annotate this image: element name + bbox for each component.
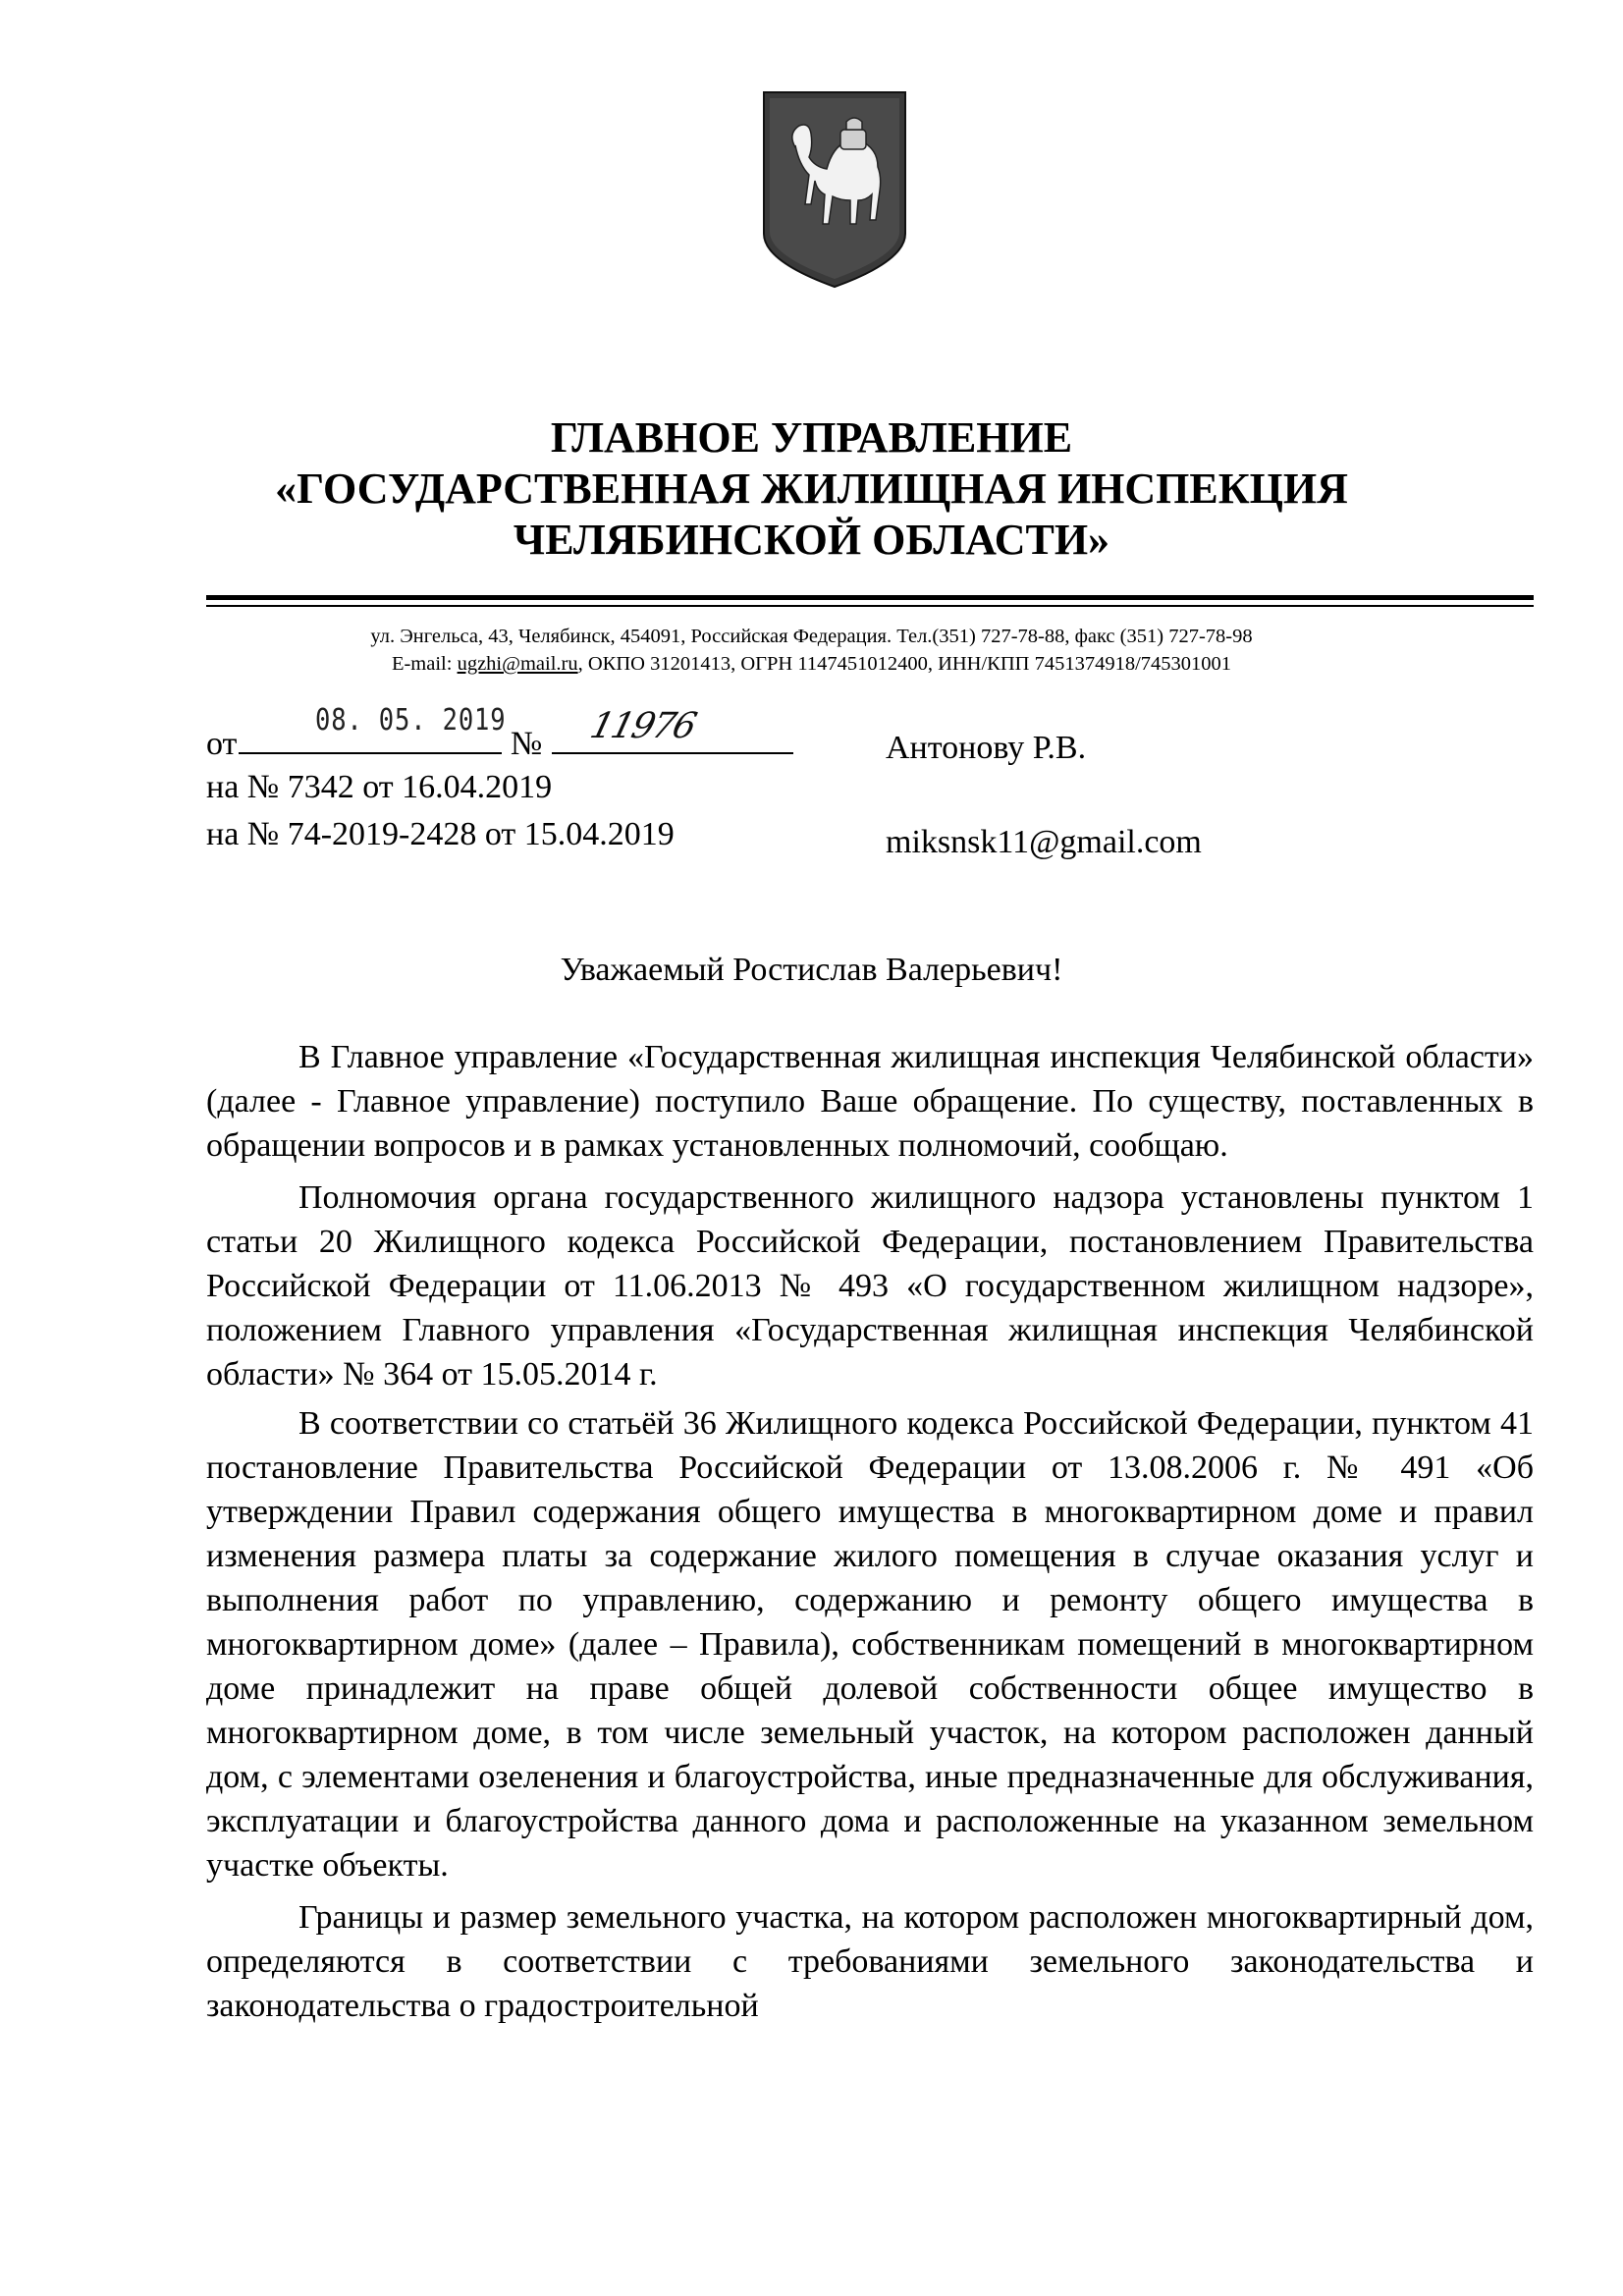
recipient-email: miksnsk11@gmail.com [886, 824, 1202, 860]
header-divider-thick [206, 595, 1534, 600]
header-divider-thin [206, 605, 1534, 607]
salutation: Уважаемый Ростислав Валерьевич! [560, 952, 1063, 988]
number-label: № [510, 726, 543, 762]
reply-reference-1: на № 7342 от 16.04.2019 [206, 769, 553, 805]
title-line-3: ЧЕЛЯБИНСКОЙ ОБЛАСТИ» [513, 516, 1110, 564]
handwritten-number: 11976 [586, 706, 700, 746]
address-line: ул. Энгельса, 43, Челябинск, 454091, Российская Федерация. Тел.(351) 727-78-88, факс (351) 727-78-98 [370, 626, 1253, 647]
registration-line [206, 703, 793, 766]
email-label: E-mail: [391, 653, 458, 675]
number-field [552, 706, 793, 754]
date-stamp: 08. 05. 2019 [315, 703, 507, 738]
from-label: от [206, 726, 238, 762]
title-line-2: «ГОСУДАРСТВЕННАЯ ЖИЛИЩНАЯ ИНСПЕКЦИЯ [275, 465, 1348, 513]
codes-line [0, 650, 1623, 678]
title-line-1: ГЛАВНОЕ УПРАВЛЕНИЕ [550, 413, 1073, 462]
date-field [239, 703, 507, 754]
recipient-name: Антонову Р.В. [886, 730, 1087, 766]
paragraph-1: В Главное управление «Государственная жилищная инспекция Челябинской области» (далее - Главное управление) поступило Ваше обращение. По существу, поставленных в обращении вопросов и в рамках установленных полномочий, сообщаю. [206, 1039, 1534, 1164]
paragraph-4: Границы и размер земельного участка, на котором расположен многоквартирный дом, определяются в соответствии с требованиями земельного законодательства и законодательства о градостроительной [206, 1899, 1534, 2024]
paragraph-3: В соответствии со статьёй 36 Жилищного кодекса Российской Федерации, пунктом 41 постановление Правительства Российской Федерации от 13.08.2006 г. № 491 «Об утверждении Правил содержания общего имущества в многоквартирном доме и правил изменения размера платы за содержание жилого помещения в случае оказания услуг и выполнения работ по управлению, содержанию и ремонту общего имущества в многоквартирном доме» (далее – Правила), собственникам помещений в многоквартирном доме принадлежит на праве общей долевой собственности общее имущество в многоквартирном доме, в том числе земельный участок, на котором расположен данный дом, с элементами озеленения и благоустройства, иные предназначенные для обслуживания, эксплуатации и благоустройства данного дома и расположенные на указанном земельном участке объекты. [206, 1405, 1534, 1884]
paragraph-2: Полномочия органа государственного жилищного надзора установлены пунктом 1 статьи 20 Жилищного кодекса Российской Федерации, постановлением Правительства Российской Федерации от 11.06.2013 № 493 «О государственном жилищном надзоре», положением Главного управления «Государственная жилищная инспекция Челябинской области» № 364 от 15.05.2014 г. [206, 1179, 1534, 1393]
organization-title [0, 412, 1623, 566]
org-codes: , ОКПО 31201413, ОГРН 1147451012400, ИНН/КПП 7451374918/745301001 [577, 653, 1232, 675]
coat-of-arms-emblem [756, 86, 913, 293]
letter-body [206, 1035, 1534, 2036]
org-email-link[interactable]: ugzhi@mail.ru [457, 653, 578, 675]
reply-reference-2: на № 74-2019-2428 от 15.04.2019 [206, 816, 675, 852]
contact-block [0, 623, 1623, 678]
